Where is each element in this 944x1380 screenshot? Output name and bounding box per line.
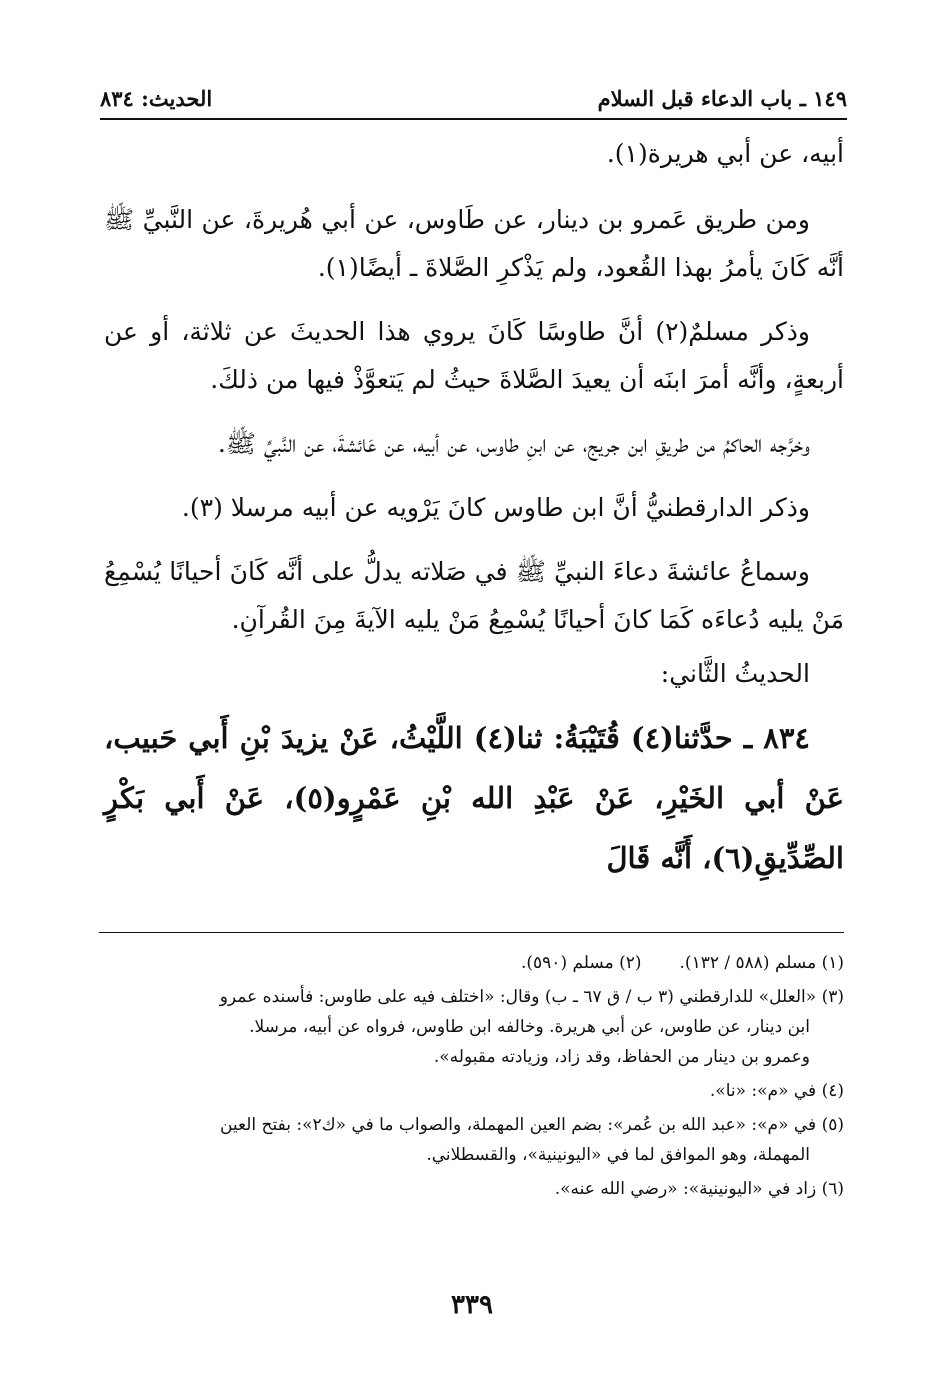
hadith-reference: الحديث: ٨٣٤ (100, 85, 213, 111)
main-text (104, 130, 844, 888)
paragraph-2: ومن طريق عَمرو بن دينار، عن طَاوس، عن أبي هُريرةَ، عن النَّبيِّ ﷺ أنَّه كَانَ يأمرُ بهذا القُعود، ولم يَذْكرِ الصَّلاةَ ـ أيضًا(١). (104, 205, 844, 282)
footnote-3-line-1: (٣) «العلل» للدارقطني (٣ ب / ق ٦٧ ـ ب) وقال: «اختلف فيه على طاوس: فأسنده عمرو (219, 987, 844, 1007)
footnote-3-line-3: وعمرو بن دينار من الحفاظ، وقد زاد، وزيادته مقبوله». (433, 1047, 810, 1067)
footnotes (104, 948, 844, 1208)
paragraph-3: وذكر مسلمٌ(٢) أنَّ طاوسًا كَانَ يروي هذا الحديثَ عن ثلاثة، أو عن أربعةٍ، وأنَّه أمرَ ابنَه أن يعيدَ الصَّلاةَ حيثُ لم يَتعوَّذْ فيها من ذلكَ. (104, 317, 844, 394)
second-hadith-heading: الحديثُ الثَّاني: (660, 659, 810, 688)
footnote-5 (104, 1110, 844, 1170)
header-divider (100, 118, 847, 120)
paragraph-5: وذكر الدارقطنيُّ أنَّ ابن طاوس كانَ يَرْويه عن أبيه مرسلا (٣). (181, 493, 810, 522)
footnote-divider (99, 932, 844, 933)
hadith-text: ٨٣٤ ـ حدَّثنا(٤) قُتَيْبَةُ: ثنا(٤) اللَّيْثُ، عَنْ يزيدَ بْنِ أَبي حَبيب، عَنْ أبي الخَيْرِ، عَنْ عَبْدِ الله بْنِ عَمْرٍو(٥)، عَنْ أَبي بَكْرٍ الصِّدِّيقِ(٦)، أَنَّه قَالَ (104, 721, 845, 875)
page-number: ٣٣٩ (451, 1290, 493, 1320)
chapter-title: ١٤٩ ـ باب الدعاء قبل السلام (597, 85, 847, 111)
footnote-2: (٢) مسلم (٥٩٠). (520, 953, 642, 973)
footnote-3 (104, 982, 844, 1072)
footnote-6: (٦) زاد في «اليونينية»: «رضي الله عنه». (554, 1179, 844, 1199)
footnote-3-line-2: ابن دينار، عن طاوس، عن أبي هريرة. وخالفه ابن طاوس، فرواه عن أبيه، مرسلا. (249, 1017, 810, 1037)
running-header (100, 78, 847, 118)
footnote-4: (٤) في «م»: «نا». (709, 1081, 844, 1101)
footnote-1: (١) مسلم (٥٨٨ / ١٣٢). (679, 953, 844, 973)
paragraph-4: وخرَّجه الحاكمُ من طريقِ ابن جريج، عن ابنِ طاوس، عن أبيه، عن عَائشةَ، عن النَّبيِّ ﷺ. (217, 429, 810, 458)
paragraph-6: وسماعُ عائشةَ دعاءَ النبيِّ ﷺ في صَلاته يدلُّ على أنَّه كَانَ أحيانًا يُسْمِعُ مَنْ يليه دُعاءَه كَمَا كانَ أحيانًا يُسْمِعُ مَنْ يليه الآيةَ مِنَ القُرآنِ. (104, 557, 844, 634)
footnote-5-line-2: المهملة، وهو الموافق لما في «اليونينية»، والقسطلاني. (426, 1145, 810, 1165)
paragraph-1: أبيه، عن أبي هريرة(١). (606, 139, 844, 168)
footnote-row-1 (104, 948, 844, 978)
footnote-5-line-1: (٥) في «م»: «عبد الله بن عُمر»: بضم العين المهملة، والصواب ما في «ك٢»: بفتح العين (219, 1115, 844, 1135)
